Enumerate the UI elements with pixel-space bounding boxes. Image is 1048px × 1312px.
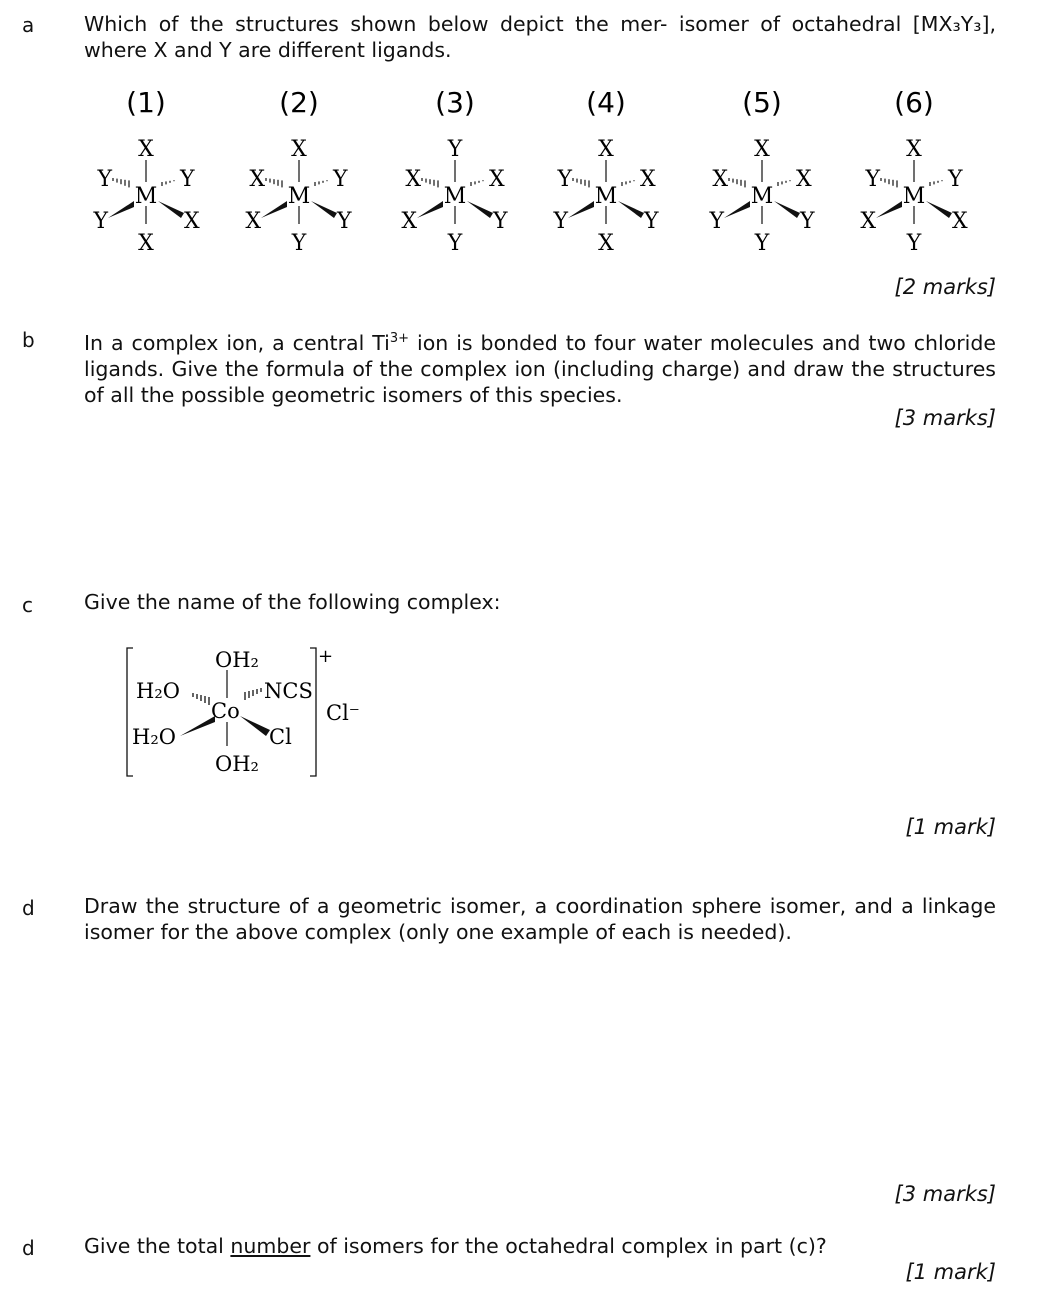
part-d2-letter: d [22,1236,35,1260]
structure-5-right-down: Y [800,209,815,234]
structure-5-right-up: X [796,167,812,192]
structure-1-left-up: Y [97,167,112,192]
structure-6-bottom: Y [906,231,922,256]
part-b-text-2: ion is bonded to four water molecules and two chloride ligands. Give the formula of the complex ion (including charge) and draw the structures of all the possible geometric isomers of this species. [84,330,996,407]
structure-2-number: (2) [279,86,319,119]
part-d2-question [84,1234,827,1258]
right-bracket [310,648,316,776]
part-d1-question: Draw the structure of a geometric isomer, a coordination sphere isomer, and a linkage isomer for the above complex (only one example of each is needed). [84,894,996,944]
structure-4-center: M [594,184,618,209]
right-up-ligand: NCS [264,679,313,703]
structure-6-right-up: Y [948,167,963,192]
structure-2-right-up: Y [333,167,348,192]
structure-4-number: (4) [586,86,626,119]
structure-6-right-down: X [952,209,968,234]
ti-charge: 3+ [389,331,410,346]
structure-3-left-up: X [405,167,421,192]
structures-row [0,82,1048,262]
structure-2-top: X [291,137,307,162]
structure-2-center: M [287,184,311,209]
part-a-marks: [2 marks] [894,275,996,299]
structure-6-number: (6) [894,86,934,119]
part-b-letter: b [22,328,35,352]
structure-5-top: X [754,137,770,162]
octahedral-structures [0,82,1048,262]
structure-4-right-up: X [640,167,656,192]
part-b-text-1: In a complex ion, a central Ti [84,330,390,355]
left-bracket [127,648,133,776]
part-d2-text-2: of isomers for the octahedral complex in part (c)? [310,1234,827,1258]
part-c-letter: c [22,593,33,617]
structure-2-left-up: X [249,167,265,192]
top-ligand: OH₂ [215,648,259,672]
left-up-ligand: H₂O [136,679,180,703]
structure-1-top: X [138,137,154,162]
part-b-marks: [3 marks] [894,406,996,430]
structure-3-top: Y [447,137,463,162]
structure-2-bottom: Y [291,231,307,256]
part-c-question: Give the name of the following complex: [84,590,501,614]
cobalt-complex [120,640,380,790]
structure-1-right-up: Y [180,167,195,192]
structure-4-right-down: Y [644,209,659,234]
right-down-ligand: Cl [269,725,292,749]
structure-6-left-up: Y [865,167,880,192]
structure-1-number: (1) [126,86,166,119]
part-b-question [84,326,996,408]
structure-5-bottom: Y [754,231,770,256]
structure-5-center: M [750,184,774,209]
part-a-question: Which of the structures shown below depict the mer- isomer of octahedral [MX₃Y₃], where X and Y are different ligands. [84,12,996,62]
structure-1-bottom: X [138,231,154,256]
structure-3-center: M [443,184,467,209]
structure-2-right-down: Y [337,209,352,234]
structure-3-bottom: Y [447,231,463,256]
part-a-letter: a [22,13,35,37]
structure-3-right-down: Y [493,209,508,234]
structure-6-top: X [906,137,922,162]
counter-ion: Cl⁻ [326,701,360,725]
structure-3-number: (3) [435,86,475,119]
structure-6-center: M [902,184,926,209]
complex-charge: + [318,646,334,667]
structure-5-left-down: Y [709,209,724,234]
cobalt-complex-drawing [120,640,380,790]
part-d1-marks: [3 marks] [894,1182,996,1206]
structure-3-right-up: X [489,167,505,192]
part-d2-text-1: Give the total [84,1234,231,1258]
central-metal: Co [211,699,240,723]
part-c-marks: [1 mark] [905,815,996,839]
left-down-ligand: H₂O [132,725,176,749]
structure-2-left-down: X [245,209,261,234]
structure-3-left-down: X [401,209,417,234]
structure-1-left-down: Y [93,209,108,234]
structure-4-left-down: Y [553,209,568,234]
part-d1-letter: d [22,896,35,920]
structure-4-left-up: Y [557,167,572,192]
structure-4-bottom: X [598,231,614,256]
structure-5-left-up: X [712,167,728,192]
structure-4-top: X [598,137,614,162]
bottom-ligand: OH₂ [215,752,259,776]
structure-5-number: (5) [742,86,782,119]
structure-1-right-down: X [184,209,200,234]
part-d2-marks: [1 mark] [905,1260,996,1284]
structure-1-center: M [134,184,158,209]
structure-6-left-down: X [860,209,876,234]
part-d2-underlined: number [230,1234,311,1258]
